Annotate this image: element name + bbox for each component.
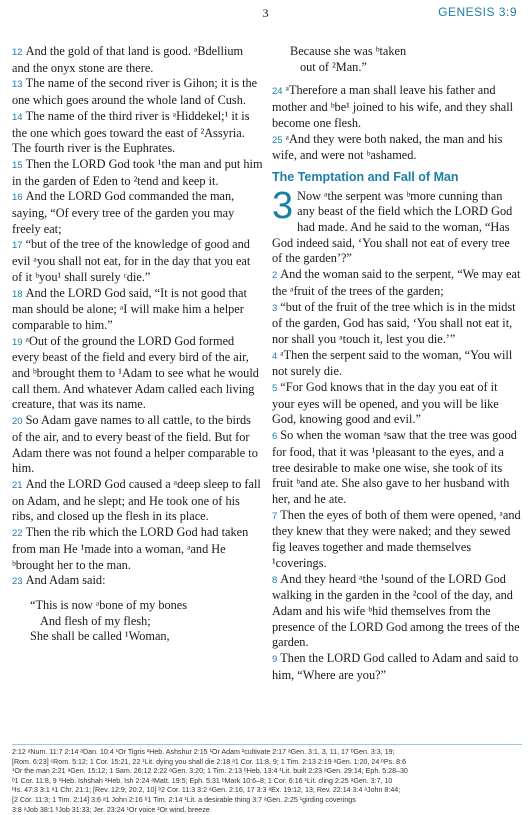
verse-number: 6 [272,431,278,443]
verse-number: 3 [272,302,278,314]
verse-2-23 [12,573,263,590]
verse-2-14 [12,109,263,157]
footnote-line: 3:8 ᵃJob 38:1 ᵇJob 31:33; Jer. 23:24 ¹Or voice ²Or wind, breeze [12,805,210,814]
verse-number: 14 [12,111,23,123]
footnote-line: ᵇIs. 47:3 3:1 ᵃ1 Chr. 21:1; [Rev. 12:9; 20:2, 10] ᵇ2 Cor. 11:3 3:2 ᵃGen. 2:16, 17 3:3 ᵃEx. 19:12, 13; Rev. 22:14 3:4 ᵃJohn 8:44; [12,786,401,795]
poem-line: Because she was ᵇtaken [290,44,407,58]
verse-text: Then the LORD God called to Adam and said to him, “Where are you?” [272,651,519,682]
verse-3-4 [272,348,522,380]
verse-3-6 [272,428,522,508]
page-header [0,0,531,40]
verse-text: Then the rib which the LORD God had taken from man He ¹made into a woman, ᵃand He ᵇbrought her to the man. [12,525,249,572]
verse-number: 25 [272,134,283,146]
verse-number: 17 [12,240,23,252]
verse-text: ᵃThen the serpent said to the woman, “You will not surely die. [272,347,513,379]
section-heading: The Temptation and Fall of Man [272,169,459,184]
verse-number: 24 [272,86,283,98]
verse-text: The name of the second river is Gihon; it is the one which goes around the whole land of Cush. [12,76,258,108]
verse-text: And Adam said: [25,573,106,588]
verse-number: 15 [12,159,23,171]
verse-text: ᵃAnd they were both naked, the man and his wife, and were not ᵇashamed. [272,131,503,163]
verse-text: “but of the fruit of the tree which is in the midst of the garden, God has said, ‘You shall not eat it, nor shall you ᵃtouch it, lest you die.’” [272,299,516,346]
running-head-reference: GENESIS 3:9 [438,5,517,19]
verse-2-21 [12,477,263,525]
verse-text: So Adam gave names to all cattle, to the birds of the air, and to every beast of the field. But for Adam there was not found a helper comparable to him. [12,413,258,476]
footnote-line: 2:12 ᵃNum. 11:7 2:14 ᵃDan. 10:4 ¹Or Tigris ²Heb. Ashshur 2:15 ¹Or Adam ²cultivate 2:17 ᵃGen. 3:1, 3, 11, 17 ᵇGen. 3:3, 19; [12,748,395,756]
verse-text: And the woman said to the serpent, “We may eat the ᵃfruit of the trees of the garden; [272,267,521,298]
page-number: 3 [262,6,269,20]
verse-2-16 [12,189,263,237]
verse-3-5 [272,380,522,428]
verse-number: 4 [272,350,278,362]
verse-3-9 [272,651,522,683]
verse-3-8 [272,572,522,652]
footnote-line: [2 Cor. 11:3; 1 Tim. 2:14] 3:6 ᵃ1 John 2:16 ᵇ1 Tim. 2:14 ¹Lit. a desirable thing 3:7 ᵃGen. 2:25 ¹girding coverings [12,795,356,804]
verse-number: 19 [12,336,23,348]
verse-2-13 [12,76,263,108]
verse-text: So when the woman ᵃsaw that the tree was good for food, that it was ¹pleasant to the eyes, and a tree desirable to make one wise, she took of its fruit ᵇand ate. She also gave to her husband with her, and he ate. [272,428,517,506]
verse-2-19 [12,334,263,414]
verse-2-22 [12,525,263,573]
verse-number: 7 [272,510,278,522]
verse-text: Then the eyes of both of them were opened, ᵃand they knew that they were naked; and they sewed fig leaves together and made themselves ¹coverings. [272,507,521,570]
verse-3-7 [272,508,522,572]
footnote-line: [Rom. 6:23] ᶜRom. 5:12; 1 Cor. 15:21, 22 ¹Lit. dying you shall die 2:18 ᵃ1 Cor. 11:8, 9; 1 Tim. 2:13 2:19 ᵃGen. 1:20, 24 ᵇPs. 8:6 [12,757,407,766]
verse-2-15 [12,157,263,189]
poem-line: “This is now ᵃbone of my bones [30,597,188,612]
verse-text: Then the LORD God took ¹the man and put him in the garden of Eden to ²tend and keep it. [12,156,263,188]
verse-text: ᵃOut of the ground the LORD God formed every beast of the field and every bird of the air, and ᵇbrought them to ¹Adam to see what he would call them. And whatever Adam called each living creature, that was its name. [12,333,259,412]
verse-number: 2 [272,270,278,282]
verse-2-18 [12,286,263,334]
poem-block [12,598,263,645]
verse-number: 16 [12,192,23,204]
verse-2-24 [272,83,522,131]
verse-3-3 [272,300,522,348]
poem-line: And flesh of my flesh; [40,613,151,628]
poetry-spacer [12,590,263,598]
verse-2-20 [12,413,263,477]
verse-3-1 [272,184,522,268]
chapter-number: 3 [272,184,294,227]
verse-text: Now ᵃthe serpent was ᵇmore cunning than any beast of the field which the LORD God had made. And he said to the woman, “Has God indeed said, ‘You shall not eat of every tree of the garden’?” [272,188,513,266]
verse-number: 18 [12,288,23,300]
footnotes [12,744,522,815]
poem-block-continued [272,44,522,75]
verse-number: 8 [272,574,278,586]
verse-text: And the LORD God said, “It is not good that man should be alone; ᵃI will make him a helper comparable to him.” [12,285,247,332]
footnote-line: ¹Or the man 2:21 ᵃGen. 15:12; 1 Sam. 26:12 2:22 ᵃGen. 3:20; 1 Tim. 2:13 ᵇHeb. 13:4 ¹Lit. built 2:23 ᵃGen. 29:14; Eph. 5:28–30 [12,767,408,776]
verse-text: And the LORD God commanded the man, saying, “Of every tree of the garden you may freely eat; [12,189,235,236]
poetry-spacer [272,75,522,83]
verse-number: 12 [12,47,23,58]
verse-text: And they heard ᵃthe ¹sound of the LORD God walking in the garden in the ²cool of the day, and Adam and his wife ᵇhid themselves from the presence of the LORD God among the trees of the garden. [272,571,520,650]
verse-number: 23 [12,576,23,588]
verse-2-25 [272,132,522,164]
verse-2-12 [12,44,263,76]
poem-line: She shall be called ¹Woman, [30,629,170,644]
left-column [12,44,263,645]
verse-text: The name of the third river is ᵃHiddekel;¹ it is the one which goes toward the east of ²Assyria. The fourth river is the Euphrates. [12,108,250,156]
verse-number: 9 [272,654,278,666]
verse-number: 13 [12,79,23,91]
verse-number: 22 [12,528,23,540]
verse-number: 20 [12,416,23,428]
verse-2-17 [12,237,263,285]
verse-text: And the gold of that land is good. ᵃBdellium and the onyx stone are there. [12,44,244,75]
verse-number: 21 [12,479,23,491]
footnote-line: ᵇ1 Cor. 11:8, 9 ¹Heb. Ishshah ²Heb. Ish 2:24 ᵃMatt. 19:5; Eph. 5:31 ᵇMark 10:6–8; 1 Cor. 6:16 ¹Lit. cling 2:25 ᵃGen. 3:7, 10 [12,776,393,785]
verse-3-2 [272,267,522,299]
verse-number: 5 [272,383,278,395]
verse-text: “but of the tree of the knowledge of good and evil ᵃyou shall not eat, for in the day that you eat of it ᵇyou¹ shall surely ᶜdie.” [12,237,251,284]
verse-text: ᵃTherefore a man shall leave his father and mother and ᵇbe¹ joined to his wife, and they shall become one flesh. [272,83,514,130]
poem-line: out of ²Man.” [300,59,367,74]
verse-text: “For God knows that in the day you eat of it your eyes will be opened, and you will be like God, knowing good and evil.” [272,380,499,427]
right-column [272,44,522,683]
verse-text: And the LORD God caused a ᵃdeep sleep to fall on Adam, and he slept; and He took one of his ribs, and closed up the flesh in its place. [12,476,261,524]
